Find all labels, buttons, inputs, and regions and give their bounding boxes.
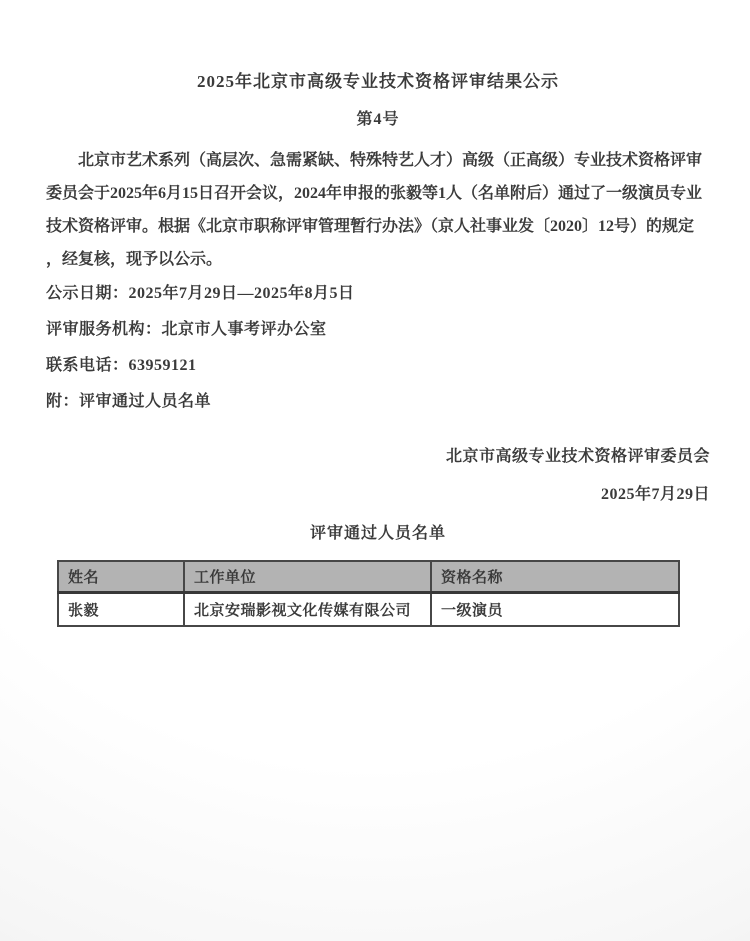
- body-line-3: 技术资格评审。根据《北京市职称评审管理暂行办法》（京人社事业发〔2020〕12号）的规定: [46, 218, 695, 235]
- attachment-label: 附：: [46, 393, 80, 410]
- cell-employer: 北京安瑞影视文化传媒有限公司: [184, 593, 431, 627]
- cell-person-name: 张毅: [58, 593, 184, 627]
- body-line-1: 北京市艺术系列（高层次、急需紧缺、特殊特艺人才）高级（正高级）专业技术资格评审: [78, 152, 703, 169]
- publicity-date-line: [46, 276, 710, 312]
- signature-block: [46, 438, 710, 514]
- body-paragraph: [46, 144, 710, 276]
- contact-phone-label: 联系电话：: [46, 357, 129, 374]
- body-line-2: 委员会于2025年6月15日召开会议，2024年申报的张毅等1人（名单附后）通过了一级演员专业: [46, 185, 703, 202]
- review-agency-label: 评审服务机构：: [46, 321, 162, 338]
- table-title: 评审通过人员名单: [309, 525, 446, 542]
- info-block: [46, 276, 710, 420]
- publicity-date-value: 2025年7月29日—2025年8月5日: [128, 285, 355, 302]
- column-header-name: 姓名: [58, 561, 184, 593]
- signature-date: 2025年7月29日: [600, 486, 710, 503]
- contact-phone-value: 63959121: [128, 357, 197, 374]
- cell-qualification: 一级演员: [431, 593, 679, 627]
- column-header-employer: 工作单位: [184, 561, 431, 593]
- attachment-value: 评审通过人员名单: [79, 393, 212, 410]
- table-row: [58, 593, 679, 627]
- committee-name: 北京市高级专业技术资格评审委员会: [445, 448, 710, 465]
- body-line-4: ，经复核，现予以公示。: [46, 251, 223, 268]
- table-header-row: [58, 561, 679, 593]
- page-title: 2025年北京市高级专业技术资格评审结果公示: [197, 72, 559, 91]
- attachment-line: [46, 384, 710, 420]
- review-agency-value: 北京市人事考评办公室: [161, 321, 327, 338]
- doc-number: 第4号: [356, 111, 400, 128]
- approved-personnel-table: [57, 560, 680, 627]
- contact-phone-line: [46, 348, 710, 384]
- review-agency-line: [46, 312, 710, 348]
- publicity-date-label: 公示日期：: [46, 285, 129, 302]
- column-header-qualification: 资格名称: [431, 561, 679, 593]
